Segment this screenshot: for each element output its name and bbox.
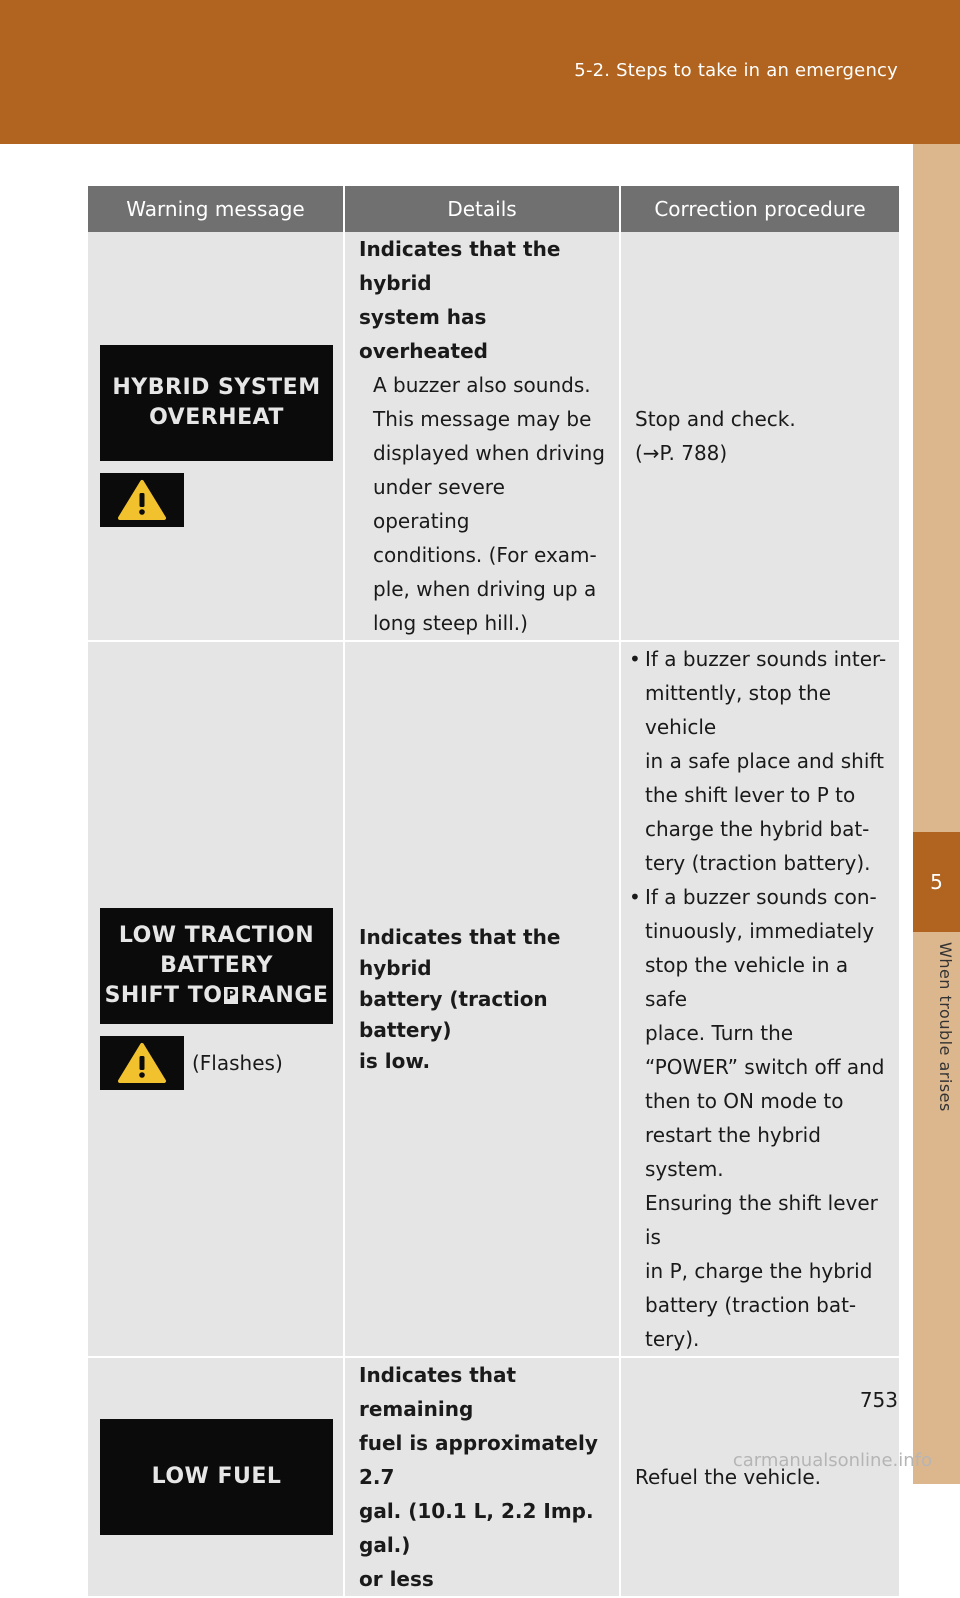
display-line: HYBRID SYSTEM [112,375,321,400]
correction-line: • If a buzzer sounds con- [645,885,877,909]
correction-bullet [625,642,891,880]
display-line: LOW TRACTION [118,923,315,948]
correction-line: battery (traction bat- [645,1293,857,1317]
display-text: RANGE [240,983,329,1008]
correction-cell [620,1357,899,1597]
details-line: A buzzer also sounds. [373,373,591,397]
table-row [88,1357,899,1597]
details-cell [344,641,620,1357]
correction-line: Ensuring the shift lever is [645,1191,878,1249]
details-line: Indicates that the hybrid [359,924,561,980]
display-line [105,981,329,1011]
chapter-number: 5 [930,870,943,894]
section-title: 5-2. Steps to take in an emergency [574,60,898,81]
details-line: under severe operating [373,475,505,533]
page-reference-link[interactable]: (→P. 788) [635,441,728,465]
flashes-note: (Flashes) [192,1051,283,1075]
details-line: is low. [359,1048,431,1073]
correction-line: restart the hybrid system. [645,1123,821,1181]
display-line: BATTERY [160,953,273,978]
correction-line: Refuel the vehicle. [635,1465,822,1489]
table-row [88,641,899,1357]
details-line: gal. (10.1 L, 2.2 Imp. gal.) [359,1499,594,1557]
correction-line: in P, charge the hybrid [645,1259,873,1283]
column-header-details: Details [344,186,620,232]
details-cell [344,232,620,641]
display-line: LOW FUEL [151,1464,282,1489]
column-header-correction-procedure: Correction procedure [620,186,899,232]
warning-icon-row [100,473,343,527]
display-line: OVERHEAT [149,405,284,430]
p-range-badge: P [226,988,237,1003]
correction-line: mittently, stop the vehicle [645,681,832,739]
table-header-row [88,186,899,232]
warning-triangle-icon [100,473,184,527]
correction-line: “POWER” switch off and [645,1055,885,1079]
warning-message-cell [88,1357,344,1597]
details-line: battery (traction battery) [359,986,548,1042]
details-line: displayed when driving [373,441,605,465]
warning-message-cell [88,641,344,1357]
display-low-traction-battery [100,908,333,1024]
warning-icon-row [100,1036,343,1090]
correction-line: charge the hybrid bat- [645,817,870,841]
correction-cell [620,232,899,641]
correction-line: then to ON mode to [645,1089,844,1113]
side-strip [913,144,960,1484]
warning-triangle-icon [100,1036,184,1090]
correction-line: tery (traction battery). [645,851,871,875]
display-low-fuel [100,1419,333,1535]
warning-message-cell [88,232,344,641]
warning-message-table [88,186,899,1598]
column-header-warning-message: Warning message [88,186,344,232]
details-line: or less [359,1567,434,1591]
correction-line: in a safe place and shift [645,749,884,773]
correction-line: place. Turn the [645,1021,794,1045]
correction-line: stop the vehicle in a safe [645,953,849,1011]
details-line: long steep hill.) [373,611,528,635]
table-row [88,232,899,641]
correction-line: • If a buzzer sounds inter- [645,647,887,671]
display-text: SHIFT TO [104,983,223,1008]
correction-line: the shift lever to P to [645,783,856,807]
chapter-name: When trouble arises [936,942,955,1112]
correction-cell [620,641,899,1357]
details-line: fuel is approximately 2.7 [359,1431,598,1489]
watermark: carmanualsonline.info [732,1450,932,1471]
details-line: conditions. (For exam- [373,543,597,567]
chapter-tab[interactable] [913,832,960,932]
correction-bullet [625,880,891,1356]
correction-line: tery). [645,1327,700,1351]
correction-line: Stop and check. [635,407,796,431]
details-cell [344,1357,620,1597]
details-line: This message may be [373,407,592,431]
correction-line: tinuously, immediately [645,919,875,943]
page-number: 753 [859,1388,898,1412]
display-hybrid-system-overheat [100,345,333,461]
details-heading-line: Indicates that the hybrid [359,237,561,295]
details-line: ple, when driving up a [373,577,597,601]
details-line: Indicates that remaining [359,1363,517,1421]
details-heading-line: system has overheated [359,305,488,363]
